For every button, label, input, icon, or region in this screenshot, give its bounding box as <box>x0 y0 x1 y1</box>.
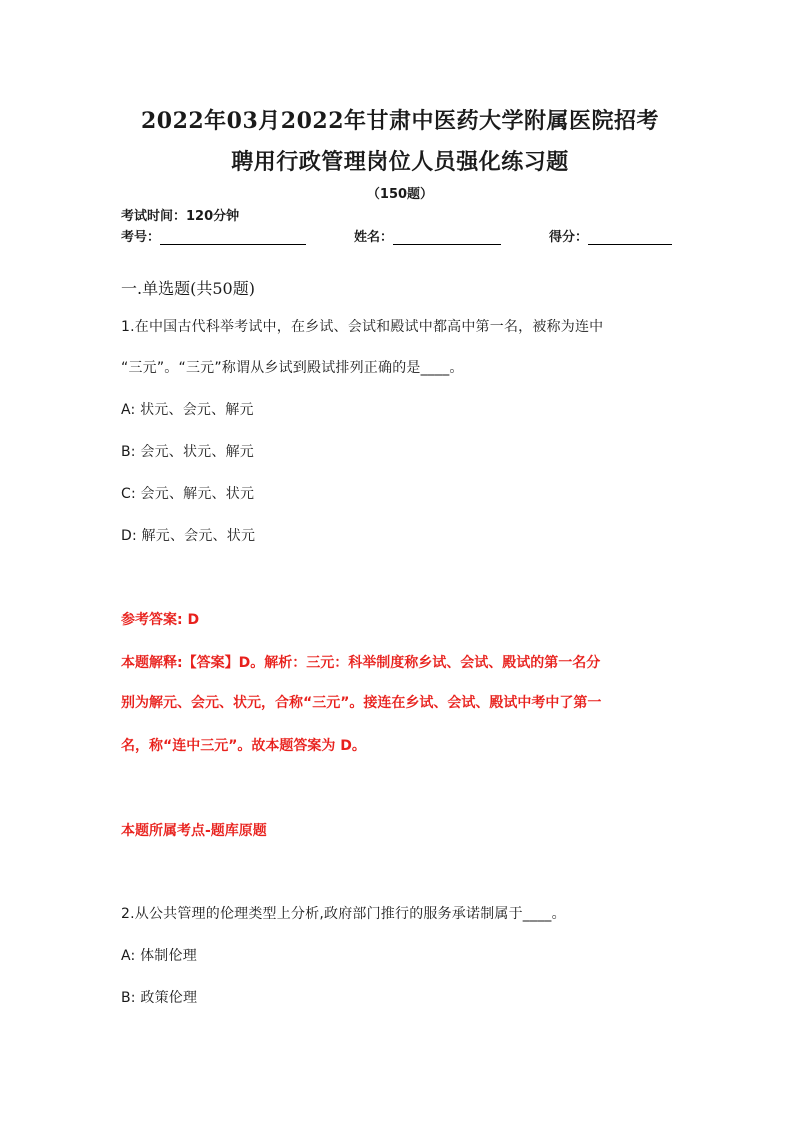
exam-title-line1: 2022年03月2022年甘肃中医药大学附属医院招考 <box>140 108 660 134</box>
exam-no-label: 考号： <box>121 230 161 245</box>
question-1-text-line1: 1.在中国古代科举考试中，在乡试、会试和殿试中都高中第一名，被称为连中 <box>121 319 604 335</box>
question-2-option-b: B: 政策伦理 <box>121 990 198 1006</box>
question-count: （150题） <box>366 187 434 202</box>
question-2-option-a: A: 体制伦理 <box>121 948 197 964</box>
question-1-option-d: D: 解元、会元、状元 <box>121 528 256 544</box>
question-1-option-c: C: 会元、解元、状元 <box>121 486 255 502</box>
name-label: 姓名： <box>354 230 394 245</box>
question-1-option-a: A: 状元、会元、解元 <box>121 402 254 418</box>
name-field <box>354 226 501 245</box>
section-title: 一.单选题(共50题) <box>121 279 255 298</box>
question-1-explanation-line2: 别为解元、会元、状元，合称“三元”。接连在乡试、会试、殿试中考中了第一 <box>121 695 602 711</box>
question-1-option-b: B: 会元、状元、解元 <box>121 444 254 460</box>
exam-title-line2: 聘用行政管理岗位人员强化练习题 <box>231 149 569 175</box>
score-label: 得分： <box>549 230 589 245</box>
question-1-answer: 参考答案: D <box>121 612 200 628</box>
score-field <box>549 226 672 245</box>
exam-no-blank <box>160 230 306 245</box>
score-blank <box>588 230 672 245</box>
question-1-source: 本题所属考点-题库原题 <box>121 823 267 839</box>
name-blank <box>393 230 501 245</box>
exam-time: 考试时间：120分钟 <box>121 209 240 224</box>
question-1-explanation-line1: 本题解释:【答案】D。解析：三元：科举制度称乡试、会试、殿试的第一名分 <box>121 655 601 671</box>
question-2-text: 2.从公共管理的伦理类型上分析,政府部门推行的服务承诺制属于____。 <box>121 906 566 922</box>
question-1-text-line2: “三元”。“三元”称谓从乡试到殿试排列正确的是____。 <box>121 360 464 376</box>
question-1-explanation-line3: 名，称“连中三元”。故本题答案为 D。 <box>121 738 366 754</box>
exam-no-field <box>121 226 306 245</box>
